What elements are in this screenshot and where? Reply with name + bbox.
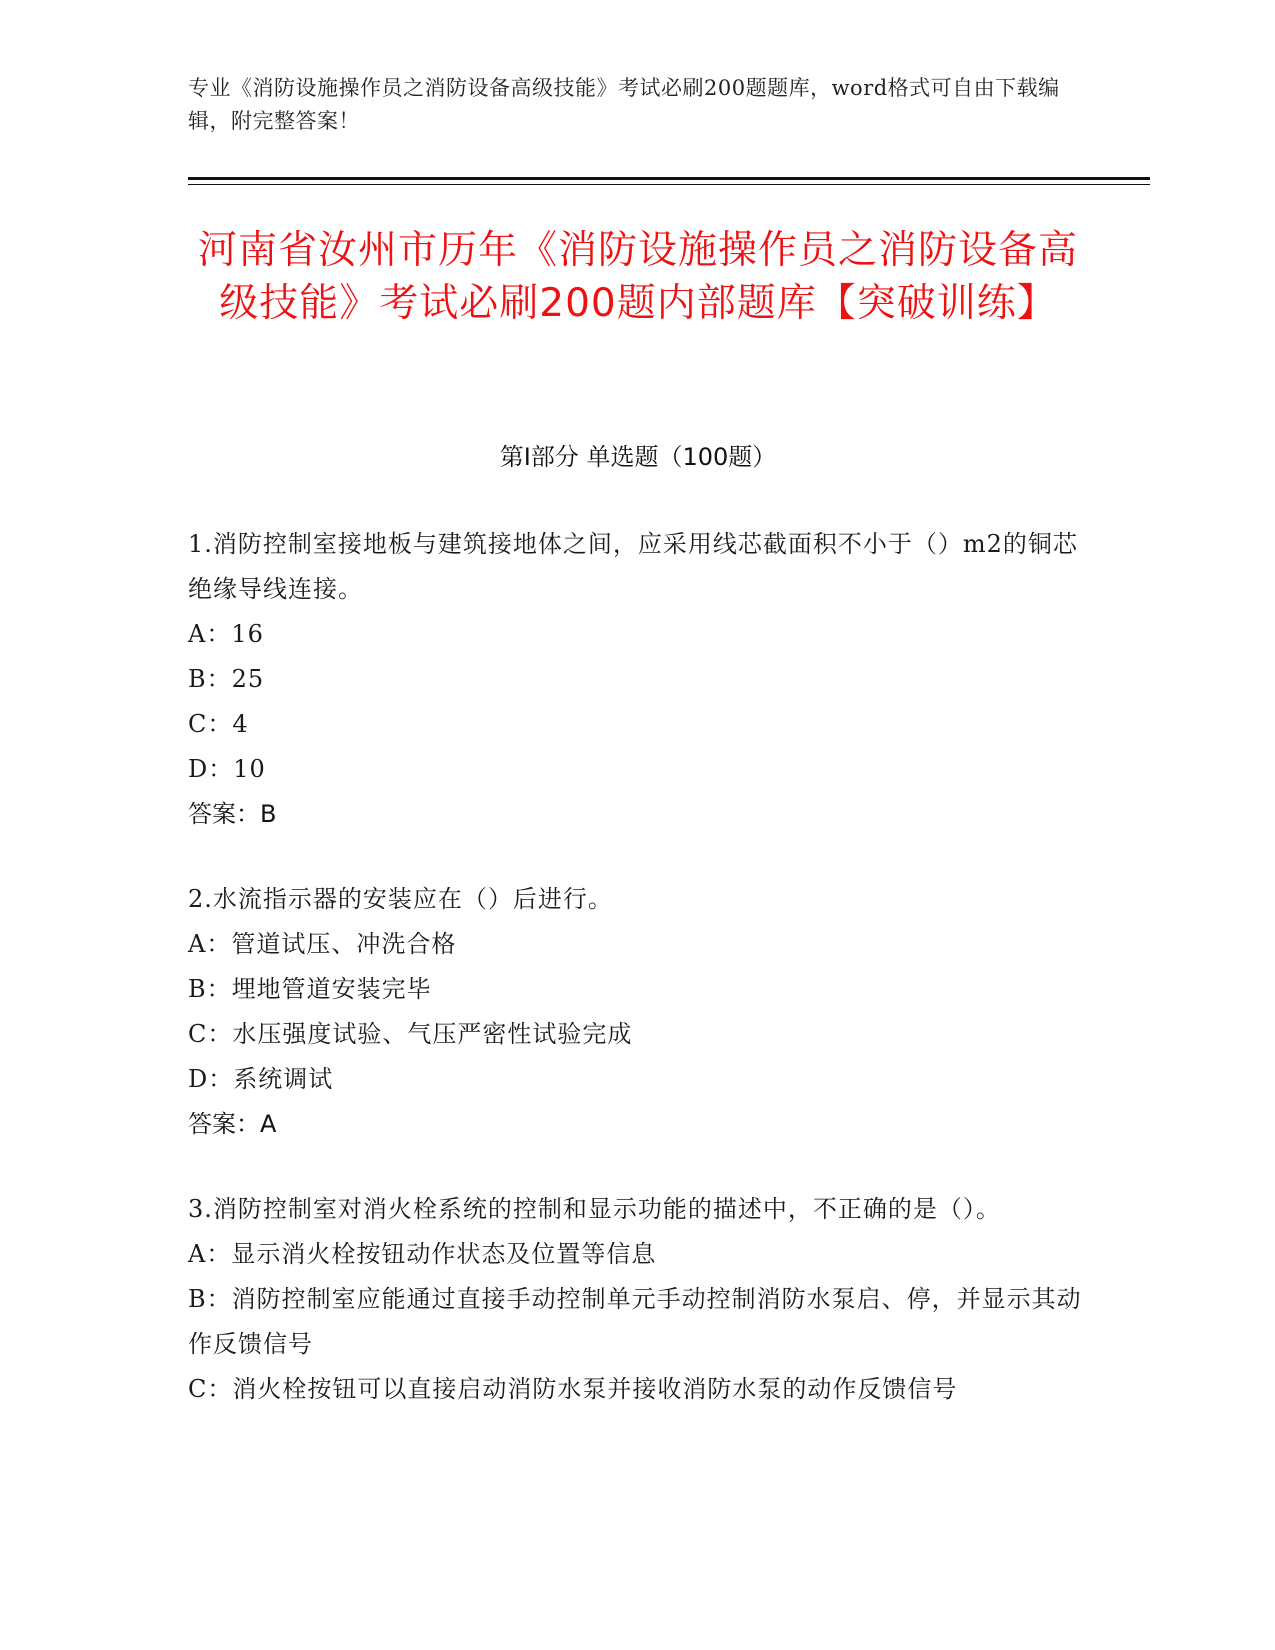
section-heading: 第I部分 单选题（100题）	[499, 443, 777, 471]
document-title: 河南省汝州市历年《消防设施操作员之消防设备高级技能》考试必刷200题内部题库【突破训练】	[197, 228, 1078, 326]
question-1	[188, 522, 1088, 837]
question-stem: 2.水流指示器的安装应在（）后进行。	[188, 885, 613, 913]
question-stem: 3.消防控制室对消火栓系统的控制和显示功能的描述中，不正确的是（）。	[188, 1195, 1001, 1223]
question-2	[188, 877, 1088, 1147]
header-divider-thin	[188, 184, 1150, 185]
option-c: C：4	[188, 710, 249, 738]
option-a: A：显示消火栓按钮动作状态及位置等信息	[188, 1240, 657, 1268]
option-b: B：消防控制室应能通过直接手动控制单元手动控制消防水泵启、停，并显示其动作反馈信号	[188, 1285, 1082, 1358]
header-note: 专业《消防设施操作员之消防设备高级技能》考试必刷200题题库，word格式可自由下载编辑，附完整答案！	[188, 76, 1060, 133]
option-d: D：系统调试	[188, 1065, 334, 1093]
option-d: D：10	[188, 755, 266, 783]
answer-line: 答案：A	[188, 1110, 277, 1138]
option-b: B：25	[188, 665, 265, 693]
header-divider-thick	[188, 177, 1150, 180]
option-c: C：水压强度试验、气压严密性试验完成	[188, 1020, 633, 1048]
option-b: B：埋地管道安装完毕	[188, 975, 432, 1003]
question-stem: 1.消防控制室接地板与建筑接地体之间，应采用线芯截面积不小于（）m2的铜芯绝缘导线连接。	[188, 530, 1078, 603]
answer-line: 答案：B	[188, 800, 277, 828]
question-3	[188, 1187, 1088, 1412]
option-c: C：消火栓按钮可以直接启动消防水泵并接收消防水泵的动作反馈信号	[188, 1375, 958, 1403]
option-a: A：16	[188, 620, 264, 648]
option-a: A：管道试压、冲洗合格	[188, 930, 457, 958]
question-list	[188, 522, 1088, 1452]
